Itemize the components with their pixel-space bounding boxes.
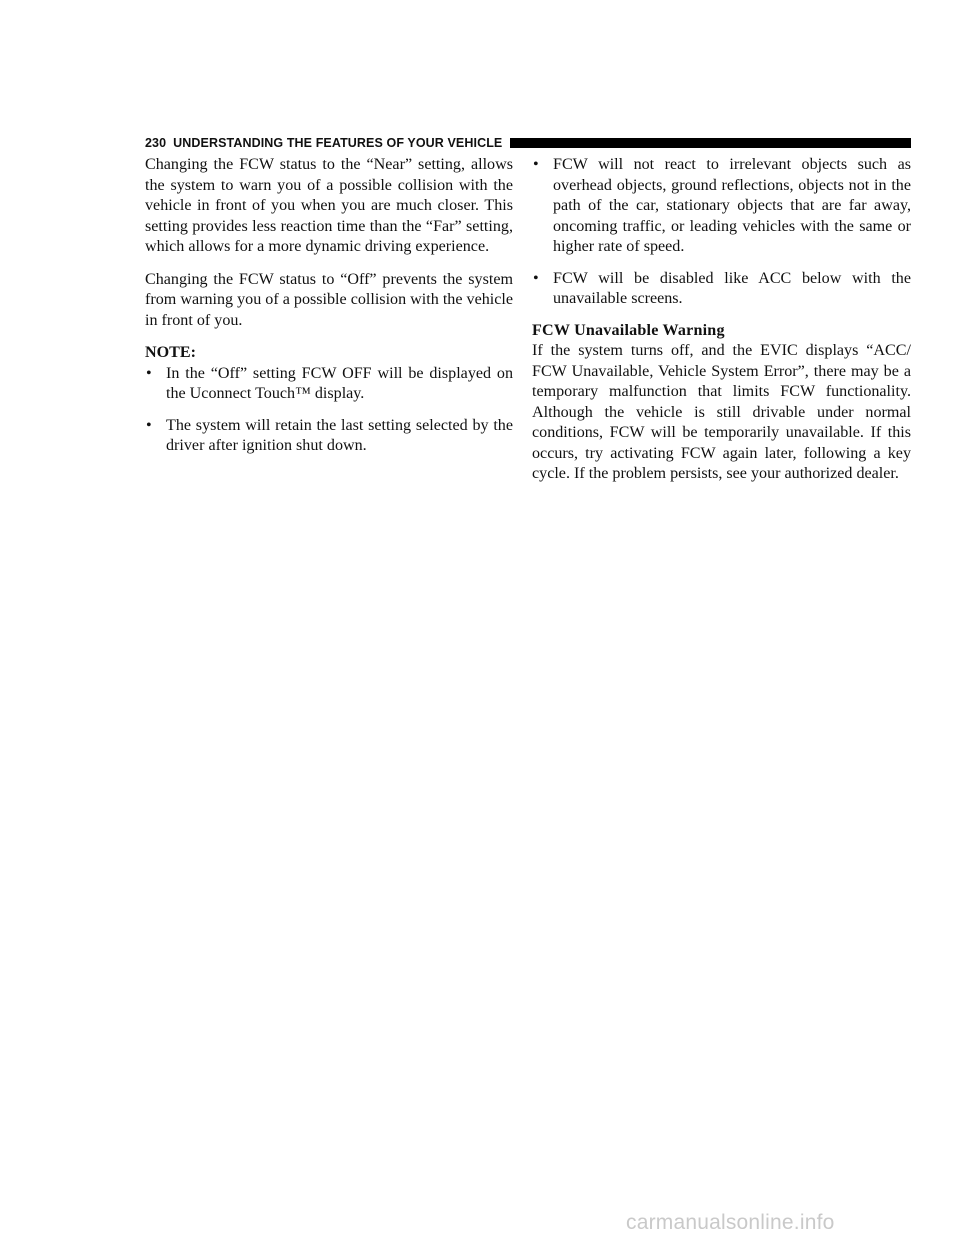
bullet-icon: • (533, 156, 539, 173)
list-item (145, 364, 513, 405)
note-label: NOTE: (145, 344, 196, 361)
page-number: 230 (145, 136, 167, 150)
header-rule (510, 138, 911, 148)
left-column (145, 155, 513, 468)
list-item (532, 269, 911, 310)
right-column (532, 155, 911, 497)
paragraph-unavailable-warning: If the system turns off, and the EVIC displays “ACC/ FCW Unavailable, Vehicle System Error”, there may be a temporary malfunction that limits FCW functionality. Although the vehicle is still drivable under normal conditions, FCW will be temporarily unavailable. If this occurs, try activating FCW again later, following a key cycle. If the problem persists, see your authorized dealer. (532, 342, 911, 482)
bullet-icon: • (146, 364, 152, 382)
list-item (145, 416, 513, 457)
list-item-text: In the “Off” setting FCW OFF will be displayed on the Uconnect Touch™ display. (166, 364, 513, 402)
bullet-icon: • (533, 269, 539, 287)
page-header (145, 136, 911, 150)
watermark-brand: carmanualsonline.info (626, 1211, 835, 1234)
paragraph-near-setting: Changing the FCW status to the “Near” setting, allows the system to warn you of a possible collision with the vehicle in front of you when you are much closer. This setting provides less reaction time than the “Far” setting, which allows for a more dynamic driving experience. (145, 156, 513, 255)
list-item (532, 155, 911, 258)
list-item-text: FCW will be disabled like ACC below with the unavailable screens. (553, 269, 911, 307)
section-heading: FCW Unavailable Warning (532, 321, 725, 339)
list-item-text: The system will retain the last setting selected by the driver after ignition shut down. (166, 416, 513, 454)
note-bullet-list (145, 364, 513, 457)
section-title: UNDERSTANDING THE FEATURES OF YOUR VEHICLE (173, 136, 503, 150)
list-item-text: FCW will not react to irrelevant objects such as overhead objects, ground reflections, objects not in the path of the car, stationary objects that are far away, oncoming traffic, or leading vehicles with the same or higher rate of speed. (553, 156, 911, 255)
fcw-bullet-list (532, 155, 911, 310)
paragraph-off-setting: Changing the FCW status to “Off” prevents the system from warning you of a possible collision with the vehicle in front of you. (145, 270, 513, 329)
running-head (145, 136, 502, 150)
bullet-icon: • (146, 416, 152, 434)
